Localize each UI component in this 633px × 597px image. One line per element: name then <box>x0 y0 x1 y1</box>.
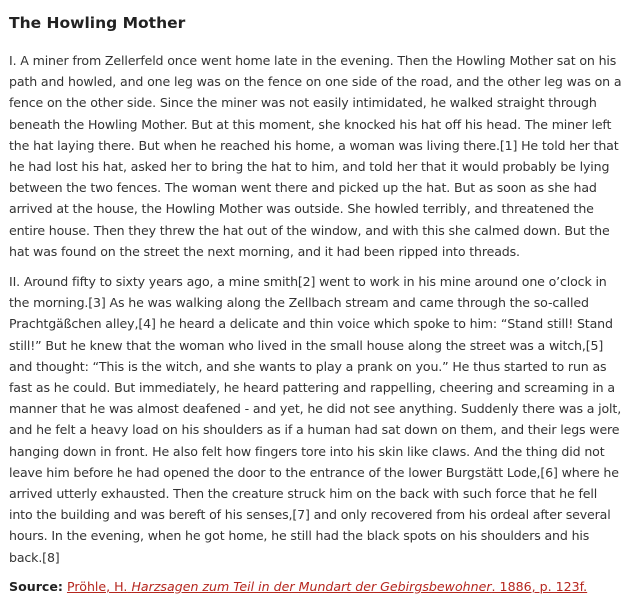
source-link[interactable] <box>67 579 587 594</box>
paragraph-part-one: I. A miner from Zellerfeld once went home late in the evening. Then the Howling Mother sat on his path and howled, and one leg was on the fence on one side of the road, and the other leg was on a fence on the other side. Since the miner was not easily intimidated, he walked straight through beneath the Howling Mother. But at this moment, she knocked his hat off his head. The miner left the hat laying there. But when he reached his home, a woman was living there.[1] He told her that he had lost his hat, asked her to bring the hat to him, and told her that it would probably be lying between the two fences. The woman went there and picked up the hat. But as soon as she had arrived at the house, the Howling Mother was outside. She howled terribly, and threatened the entire house. Then they threw the hat out of the window, and with this she calmed down. But the hat was found on the street the next morning, and it had been ripped into threads. <box>9 53 622 259</box>
source-author: Pröhle, H. <box>66 578 128 594</box>
source-work-title: Harzsagen zum Teil in der Mundart der Gebirgsbewohner <box>131 578 492 594</box>
paragraph-part-two: II. Around fifty to sixty years ago, a mine smith[2] went to work in his mine around one o’clock in the morning.[3] As he was walking along the Zellbach stream and came through the so-called Prachtgäßchen alley,[4] he heard a delicate and thin voice which spoke to him: “Stand still! Stand still!” But he knew that the woman who lived in the small house along the street was a witch,[5] and thought: “This is the witch, and she wants to play a prank on you.” He thus started to run as fast as he could. But immediately, he heard pattering and rappelling, cheering and screaming in a manner that he was almost deafened - and yet, he did not see anything. Suddenly there was a jolt, and he felt a heavy load on his shoulders as if a human had sat down on them, and their legs were hanging down in front. He also felt how fingers tore into his skin like claws. And the thing did not leave him before he had opened the door to the entrance of the lower Burgstätt Lode,[6] where he arrived utterly exhausted. Then the creature struck him on the back with such force that he fell into the building and was bereft of his senses,[7] and only recovered from his ordeal after several hours. In the evening, when he got home, he still had the black spots on his shoulders and his back.[8] <box>9 274 622 565</box>
page-title: The Howling Mother <box>9 14 186 32</box>
source-details: . 1886, p. 123f. <box>491 578 588 594</box>
source-label: Source: <box>9 578 63 594</box>
